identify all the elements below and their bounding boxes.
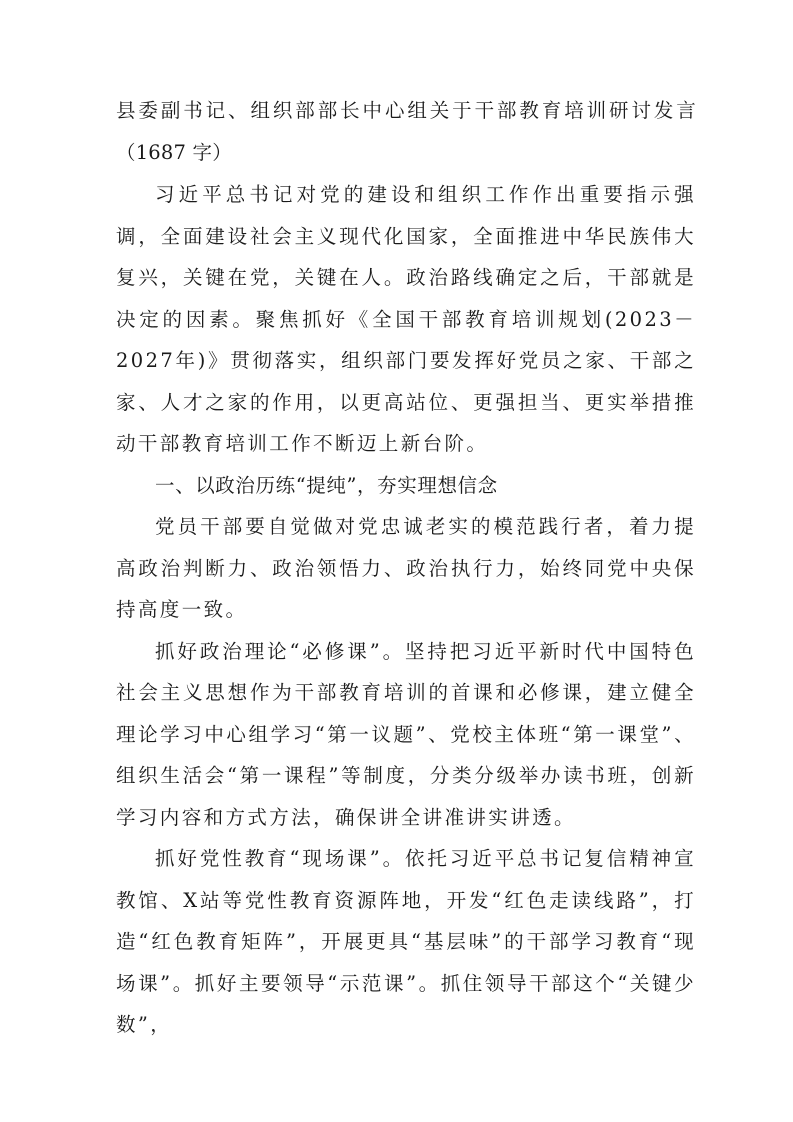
document-page (116, 90, 696, 1046)
document-title: 县委副书记、组织部部长中心组关于干部教育培训研讨发言（1687 字） (116, 99, 696, 164)
paragraph-theory-course: 抓好政治理论“必修课”。坚持把习近平新时代中国特色社会主义思想作为干部教育培训的首课和必修课，建立健全理论学习中心组学习“第一议题”、党校主体班“第一课堂”、组织生活会“第一课程”等制度，分类分级举办读书班，创新学习内容和方式方法，确保讲全讲准讲实讲透。 (116, 639, 696, 829)
paragraph-party-education: 抓好党性教育“现场课”。依托习近平总书记复信精神宣教馆、X站等党性教育资源阵地，开发“红色走读线路”，打造“红色教育矩阵”，开展更具“基层味”的干部学习教育“现场课”。抓好主要领导“示范课”。抓住领导干部这个“关键少数”， (116, 847, 696, 1036)
paragraph-political-loyalty: 党员干部要自觉做对党忠诚老实的模范践行者，着力提高政治判断力、政治领悟力、政治执行力，始终同党中央保持高度一致。 (116, 515, 696, 621)
paragraph-intro: 习近平总书记对党的建设和组织工作作出重要指示强调，全面建设社会主义现代化国家，全面推进中华民族伟大复兴，关键在党，关键在人。政治路线确定之后，干部就是决定的因素。聚焦抓好《全国干部教育培训规划(2023－2027年)》贯彻落实，组织部门要发挥好党员之家、干部之家、人才之家的作用，以更高站位、更强担当、更实举措推动干部教育培训工作不断迈上新台阶。 (116, 183, 696, 455)
section-heading-1: 一、以政治历练“提纯”，夯实理想信念 (155, 473, 498, 497)
